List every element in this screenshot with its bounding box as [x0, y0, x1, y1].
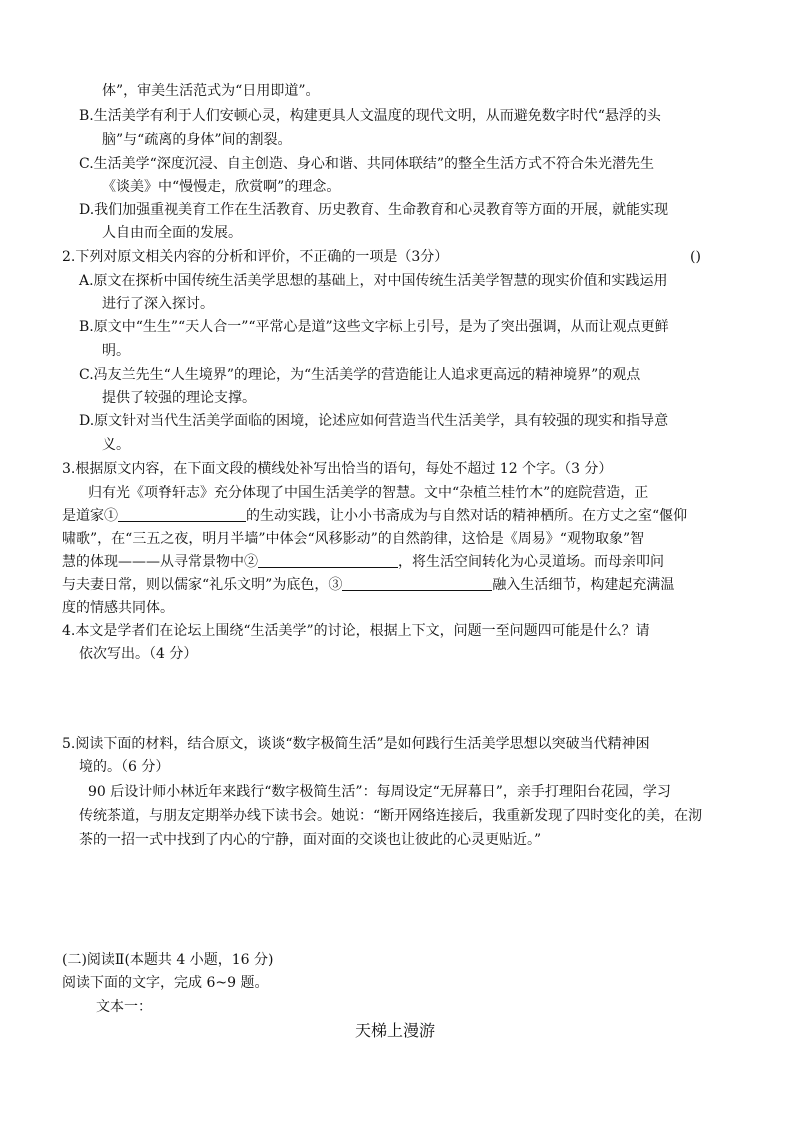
text-one-label: 文本一：: [96, 999, 152, 1015]
q3-passage-line1: 归有光《项脊轩志》充分体现了中国生活美学的智慧。文中“杂植兰桂竹木”的庭院营造，正: [88, 485, 649, 501]
q5-stem-cont: 境的。（6 分）: [79, 759, 170, 775]
q2-option-a: A.原文在探析中国传统生活美学思想的基础上，对中国传统生活美学智慧的现实价值和实践运用: [79, 273, 668, 289]
q3-passage-line2: 是道家① 的生动实践，让小小书斋成为与自然对话的精神栖所。在方丈之室“偃仰: [62, 508, 688, 524]
q5-material-line2: 传统茶道，与朋友定期举办线下读书会。她说：“断开网络连接后，我重新发现了四时变化的美，在沏: [79, 808, 703, 824]
q2-option-a-cont: 进行了深入探讨。: [102, 296, 214, 312]
passage-title: 天梯上漫游: [355, 1021, 436, 1040]
q1-option-c: C.生活美学“深度沉浸、自主创造、身心和谐、共同体联结”的整全生活方式不符合朱光潜先生: [79, 156, 654, 172]
q2-option-b: B.原文中“生生”“天人合一”“平常心是道”这些文字标上引号，是为了突出强调，从而让观点更鲜: [79, 319, 669, 335]
q2-option-d-cont: 义。: [102, 437, 130, 453]
q2-option-c-cont: 提供了较强的理论支撑。: [102, 390, 256, 406]
blank-2-line[interactable]: [258, 553, 398, 568]
q3-passage-line5: 与夫妻日常，则以儒家“礼乐文明”为底色，③ 融入生活细节，构建起充满温: [62, 577, 675, 593]
section-heading: (二)阅读Ⅱ(本题共 4 小题，16 分): [62, 952, 274, 968]
blank-3-line[interactable]: [342, 576, 492, 591]
q1-option-d: D.我们加强重视美育工作在生活教育、历史教育、生命教育和心灵教育等方面的开展，就能实现: [79, 202, 669, 218]
q1-option-b-cont: 脑”与“疏离的身体”间的割裂。: [102, 132, 292, 148]
q2-stem: 2.下列对原文相关内容的分析和评价，不正确的一项是（3分）: [62, 249, 449, 265]
q5-material-line3: 茶的一招一式中找到了内心的宁静，面对面的交谈也让彼此的心灵更贴近。”: [79, 832, 542, 848]
q4-stem-cont: 依次写出。（4 分）: [79, 646, 198, 662]
q1-option-b: B.生活美学有利于人们安顿心灵，构建更具人文温度的现代文明，从而避免数字时代“悬浮的头: [79, 108, 661, 124]
q2-option-b-cont: 明。: [102, 343, 130, 359]
q3-passage-line6: 度的情感共同体。: [62, 600, 174, 616]
q1-option-a-continuation: 体”，审美生活范式为“日用即道”。: [102, 83, 320, 99]
q2-answer-paren: (): [690, 249, 701, 265]
q4-stem: 4.本文是学者们在论坛上围绕“生活美学”的讨论，根据上下文，问题一至问题四可能是什么？请: [62, 623, 650, 639]
q3-passage-line3: 啸歌”，在“三五之夜，明月半墙”中体会“风移影动”的自然韵律，这恰是《周易》“观物取象”智: [62, 531, 645, 547]
q2-option-c: C.冯友兰先生“人生境界”的理论，为“生活美学的营造能让人追求更高远的精神境界”的观点: [79, 367, 641, 383]
q5-material-line1: 90 后设计师小林近年来践行“数字极简生活”：每周设定“无屏幕日”，亲手打理阳台花园，学习: [88, 784, 671, 800]
q3-passage-line4: 慧的体现———从寻常景物中② ，将生活空间转化为心灵道场。而母亲叩问: [62, 554, 664, 570]
q2-option-d: D.原文针对当代生活美学面临的困境，论述应如何营造当代生活美学，具有较强的现实和指导意: [79, 413, 669, 429]
q1-option-c-cont: 《谈美》中“慢慢走，欣赏啊”的理念。: [102, 179, 341, 195]
section-instruction: 阅读下面的文字，完成 6~9 题。: [62, 975, 269, 991]
blank-1-line[interactable]: [118, 507, 246, 522]
q5-stem: 5.阅读下面的材料，结合原文，谈谈“数字极简生活”是如何践行生活美学思想以突破当代精神困: [62, 736, 650, 752]
q3-stem: 3.根据原文内容，在下面文段的横线处补写出恰当的语句，每处不超过 12 个字。（3 分）: [62, 461, 613, 477]
q1-option-d-cont: 人自由而全面的发展。: [102, 225, 242, 241]
